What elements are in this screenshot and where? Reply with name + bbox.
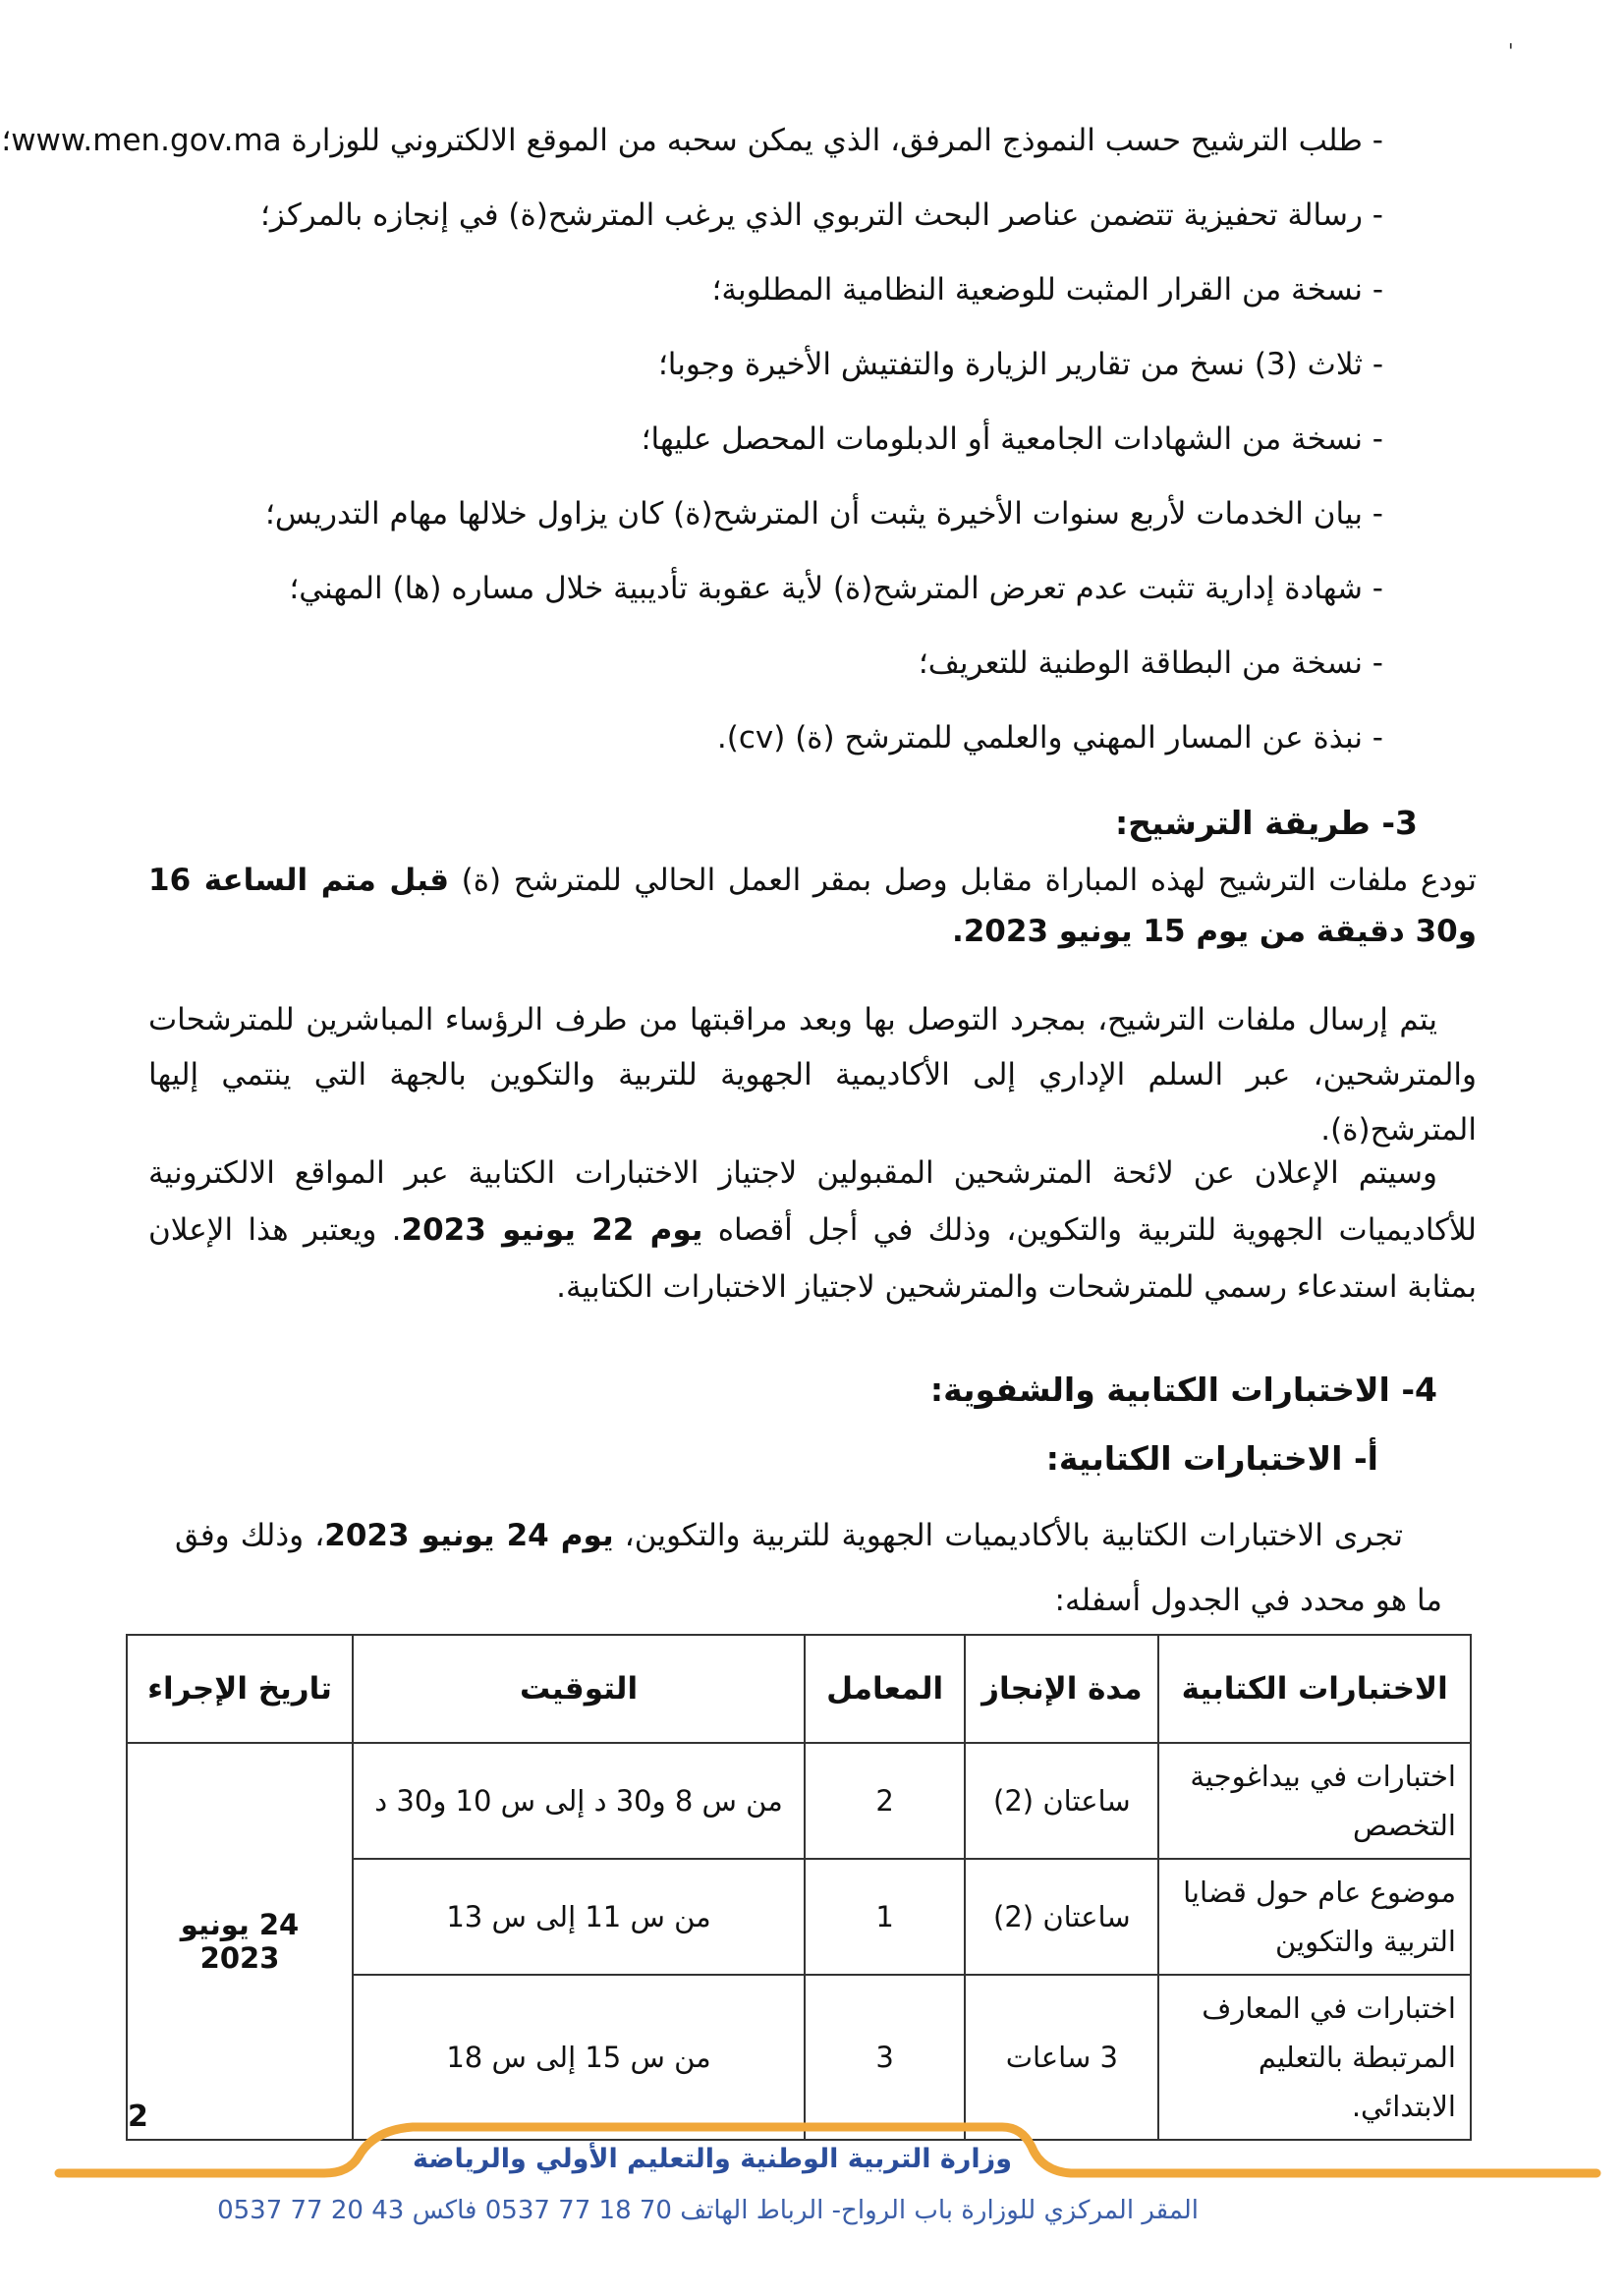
header-timing: التوقيت bbox=[353, 1635, 805, 1743]
section-3-paragraph-3 bbox=[148, 1145, 1477, 1316]
deadline-text: قبل متم الساعة 16 و30 دقيقة من يوم 15 يونيو 2023. bbox=[148, 863, 1477, 949]
exam-name-cell: اختبارات في المعارف المرتبطة بالتعليم الابتدائي. bbox=[1158, 1975, 1471, 2140]
paragraph-text: . ويعتبر هذا الإعلان بمثابة استدعاء رسمي للمترشحات والمترشحين لاجتياز الاختبارات الكتابية. bbox=[148, 1212, 1477, 1305]
requirement-item: - نسخة من البطاقة الوطنية للتعريف؛ bbox=[918, 645, 1383, 681]
written-exams-subtitle: أ- الاختبارات الكتابية: bbox=[1045, 1439, 1378, 1478]
timing-cell: من س 15 إلى س 18 bbox=[353, 1975, 805, 2140]
header-duration: مدة الإنجاز bbox=[965, 1635, 1158, 1743]
section-3-title: 3- طريقة الترشيح: bbox=[1114, 804, 1418, 842]
timing-cell: من س 8 و30 د إلى س 10 و30 د bbox=[353, 1743, 805, 1859]
section-3-paragraph-2: يتم إرسال ملفات الترشيح، بمجرد التوصل بها وبعد مراقبتها من طرف الرؤساء المباشرين للمترشحات والمترشحين، عبر السلم الإداري إلى الأكاديمية الجهوية للتربية والتكوين بالجهة التي ينتمي إليها المترشح(ة). bbox=[148, 1002, 1477, 1148]
duration-cell: 3 ساعات bbox=[965, 1975, 1158, 2140]
requirement-item: - نبذة عن المسار المهني والعلمي للمترشح (ة) (cv). bbox=[716, 720, 1383, 756]
coefficient-cell: 2 bbox=[805, 1743, 965, 1859]
requirement-item: - شهادة إدارية تثبت عدم تعرض المترشح(ة) لأية عقوبة تأديبية خلال مساره (ها) المهني؛ bbox=[289, 571, 1383, 606]
header-written-exams: الاختبارات الكتابية bbox=[1158, 1635, 1471, 1743]
header-coefficient: المعامل bbox=[805, 1635, 965, 1743]
requirements-list bbox=[1, 123, 1383, 795]
section-4-title: 4- الاختبارات الكتابية والشفوية: bbox=[929, 1371, 1437, 1409]
paragraph-text: تودع ملفات الترشيح لهذه المباراة مقابل وصل بمقر العمل الحالي للمترشح (ة) bbox=[449, 863, 1477, 898]
requirement-item: - ثلاث (3) نسخ من تقارير الزيارة والتفتيش الأخيرة وجوبا؛ bbox=[657, 347, 1383, 382]
coefficient-cell: 1 bbox=[805, 1859, 965, 1975]
exam-date: يوم 24 يونيو 2023 bbox=[324, 1518, 614, 1553]
date-cell: 24 يونيو 2023 bbox=[127, 1743, 353, 2140]
table-header-row bbox=[127, 1635, 1471, 1743]
requirement-item: - طلب الترشيح حسب النموذج المرفق، الذي يمكن سحبه من الموقع الالكتروني للوزارة www.men.gov.ma؛ bbox=[1, 123, 1383, 158]
duration-cell: ساعتان (2) bbox=[965, 1859, 1158, 1975]
requirement-item: - بيان الخدمات لأربع سنوات الأخيرة يثبت أن المترشح(ة) كان يزاول خلالها مهام التدريس؛ bbox=[265, 496, 1383, 532]
requirement-item: - رسالة تحفيزية تتضمن عناصر البحث التربوي الذي يرغب المترشح(ة) في إنجازه بالمركز؛ bbox=[260, 197, 1383, 233]
page-number: 2 bbox=[128, 2100, 148, 2134]
corner-mark: ' bbox=[1508, 39, 1514, 63]
timing-cell: من س 11 إلى س 13 bbox=[353, 1859, 805, 1975]
coefficient-cell: 3 bbox=[805, 1975, 965, 2140]
paragraph-text: تجرى الاختبارات الكتابية بالأكاديميات الجهوية للتربية والتكوين، bbox=[613, 1518, 1404, 1553]
requirement-item: - نسخة من القرار المثبت للوضعية النظامية المطلوبة؛ bbox=[711, 272, 1383, 308]
ministry-name: وزارة التربية الوطنية والتعليم الأولي والرياضة bbox=[413, 2144, 1012, 2174]
paragraph-text: وسيتم الإعلان عن لائحة المترشحين المقبولين لاجتياز الاختبارات الكتابية عبر المواقع الالكترونية للأكاديميات الجهوية للتربية والتكوين، وذلك في أجل أقصاه bbox=[148, 1155, 1478, 1248]
section-3-paragraph-1 bbox=[148, 855, 1477, 957]
section-4-paragraph bbox=[175, 1503, 1442, 1633]
ministry-address: المقر المركزي للوزارة باب الرواح- الرباط الهاتف 70 18 77 0537 فاكس 43 20 77 0537 bbox=[217, 2196, 1199, 2225]
exams-table bbox=[126, 1634, 1472, 2141]
duration-cell: ساعتان (2) bbox=[965, 1743, 1158, 1859]
table-row bbox=[127, 1743, 1471, 1859]
announcement-date: يوم 22 يونيو 2023 bbox=[401, 1212, 703, 1248]
paragraph-text: ، وذلك وفق ما هو محدد في الجدول أسفله: bbox=[175, 1518, 1442, 1618]
requirement-item: - نسخة من الشهادات الجامعية أو الدبلومات المحصل عليها؛ bbox=[641, 421, 1383, 457]
exam-name-cell: اختبارات في بيداغوجية التخصص bbox=[1158, 1743, 1471, 1859]
exam-name-cell: موضوع عام حول قضايا التربية والتكوين bbox=[1158, 1859, 1471, 1975]
header-date: تاريخ الإجراء bbox=[127, 1635, 353, 1743]
